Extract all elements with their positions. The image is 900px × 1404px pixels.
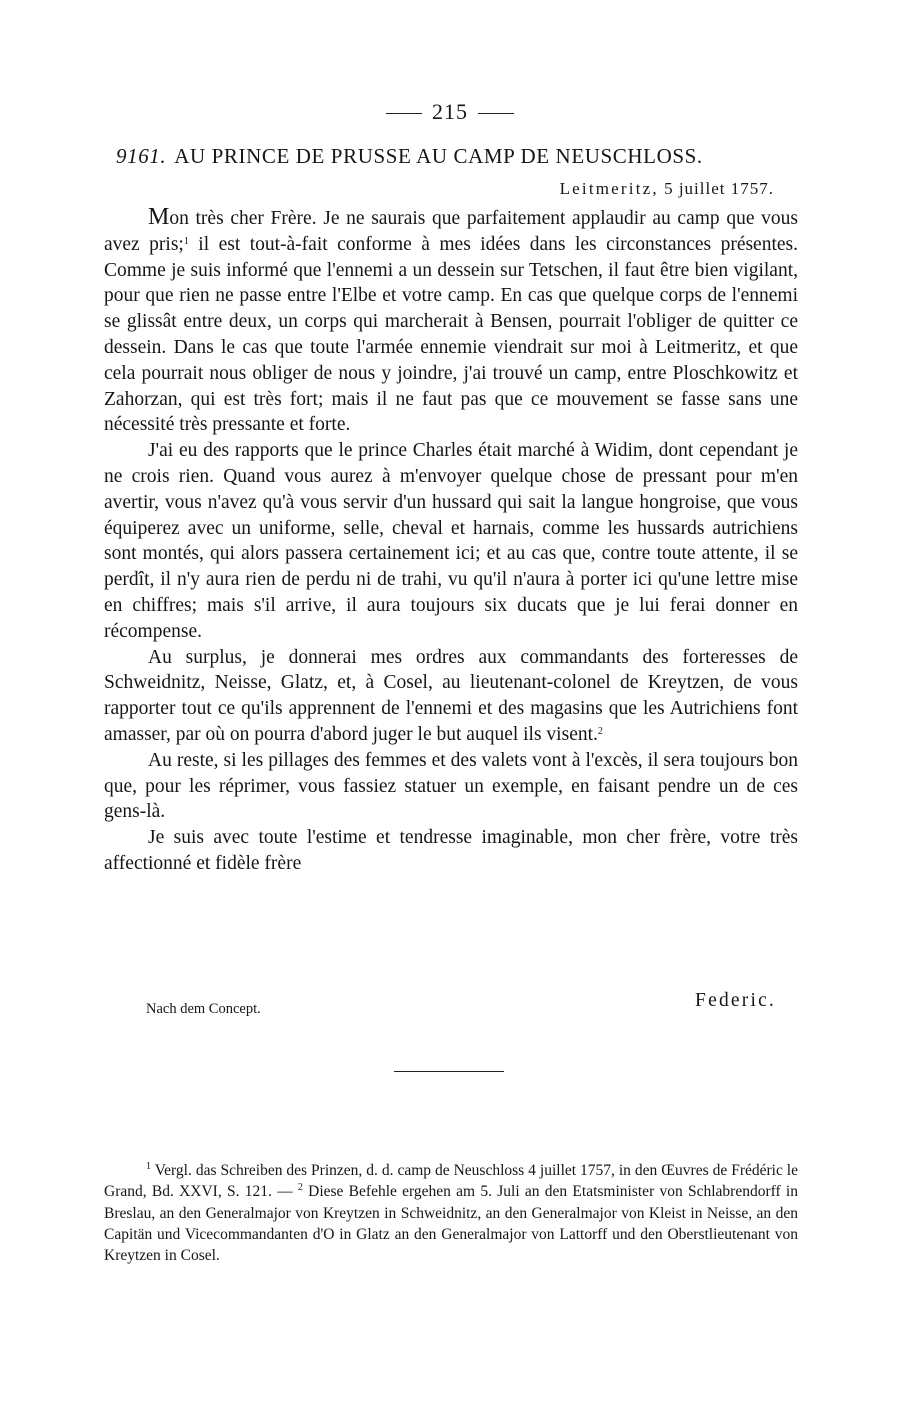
page-number-text: 215 xyxy=(432,99,468,124)
footnotes xyxy=(104,1160,798,1266)
paragraph-text: il est tout-à-fait conforme à mes idées dans les circonstances présentes. Comme je suis informé que l'ennemi a un dessein sur Tetschen, il faut être bien vigilant, pour que rien ne passe entre l'Elbe et votre camp. En cas que quelque corps de l'ennemi se glissât entre deux, un corps qui marcherait à Bensen, pourrait l'obliger de quitter ce dessein. Dans le cas que toute l'armée ennemie viendrait sur moi à Leitmeritz, et que cela pourrait nous obliger de nous y joindre, j'ai trouvé un camp, entre Ploschkowitz et Zahorzan, qui est très fort; mais il ne faut pas que ce mouvement se fasse sans une nécessité très pressante et forte. xyxy=(104,233,798,436)
dateline-date: 5 juillet 1757. xyxy=(664,179,774,198)
dateline-place: Leitmeritz, xyxy=(559,179,659,198)
page-number-dash-left xyxy=(386,113,422,114)
letter-heading xyxy=(116,144,796,169)
footnote-2: Diese Befehle ergehen am 5. Juli an den Etatsminister von Schlabrendorff in Breslau, an den Generalmajor von Kreytzen in Schweidnitz, an den Generalmajor von Kleist in Neisse, an den Capitän und Vicecommandanten d'O in Glatz an den Generalmajor von Lattorff und den Oberstlieutenant von Kreytzen in Cosel. xyxy=(104,1183,798,1265)
paragraph xyxy=(104,205,798,438)
letter-body xyxy=(104,205,798,877)
footnote-ref: 1 xyxy=(183,235,189,247)
paragraph xyxy=(104,748,798,825)
page-number xyxy=(0,99,900,125)
dateline xyxy=(560,179,774,199)
letter-number: 9161. xyxy=(116,144,167,168)
footnote-marker: 1 xyxy=(146,1161,151,1172)
footnote-divider xyxy=(394,1071,504,1072)
closing-paragraph xyxy=(104,825,798,877)
footnote-1: Vergl. das Schreiben des Prinzen, d. d. camp de Neuschloss 4 juillet 1757, in den Œuvres de Frédéric le Grand, Bd. XXVI, S. 121. — xyxy=(104,1162,798,1201)
letter-title: AU PRINCE DE PRUSSE AU CAMP DE NEUSCHLOSS. xyxy=(174,144,703,168)
signature: Federic. xyxy=(695,990,776,1011)
paragraph-text: Au reste, si les pillages des femmes et des valets vont à l'excès, il sera toujours bon que, pour les réprimer, vous fassiez statuer un exemple, en faisant pendre un de ces gens-là. xyxy=(104,749,798,823)
paragraph xyxy=(104,438,798,644)
source-note: Nach dem Concept. xyxy=(146,1001,261,1017)
page-number-dash-right xyxy=(478,113,514,114)
paragraph-text: Je suis avec toute l'estime et tendresse imaginable, mon cher frère, votre très affectionné et fidèle frère xyxy=(104,827,798,874)
footnote-marker: 2 xyxy=(297,1182,303,1194)
footnote-text xyxy=(104,1160,798,1266)
paragraph-text: Mon très cher Frère. Je ne saurais que parfaitement applaudir au camp que vous avez pris; xyxy=(104,204,798,255)
paragraph-text: Au surplus, je donnerai mes ordres aux commandants des forteresses de Schweidnitz, Neisse, Glatz, et, à Cosel, au lieutenant-colonel de Kreytzen, de vous rapporter tout ce qu'ils apprennent de l'ennemi et des magasins que les Autrichiens font amasser, par où on pourra d'abord juger le but auquel ils visent. xyxy=(104,646,798,745)
paragraph-text: J'ai eu des rapports que le prince Charles était marché à Widim, dont cependant je ne crois rien. Quand vous aurez à m'envoyer quelque chose de pressant pour m'en avertir, vous n'avez qu'à vous servir d'un hussard qui sait la langue hongroise, que vous équiperez avec un uniforme, selle, cheval et harnais, comme les hussards autrichiens sont montés, qui alors passera certainement ici; et au cas que, contre toute attente, il se perdît, il n'y aura rien de perdu ni de trahi, vu qu'il n'aura à porter ici qu'une lettre mise en chiffres; mais s'il arrive, il aura toujours six ducats que je lui ferai donner en récompense. xyxy=(104,440,798,642)
paragraph xyxy=(104,645,798,748)
footnote-ref: 2 xyxy=(597,725,603,737)
